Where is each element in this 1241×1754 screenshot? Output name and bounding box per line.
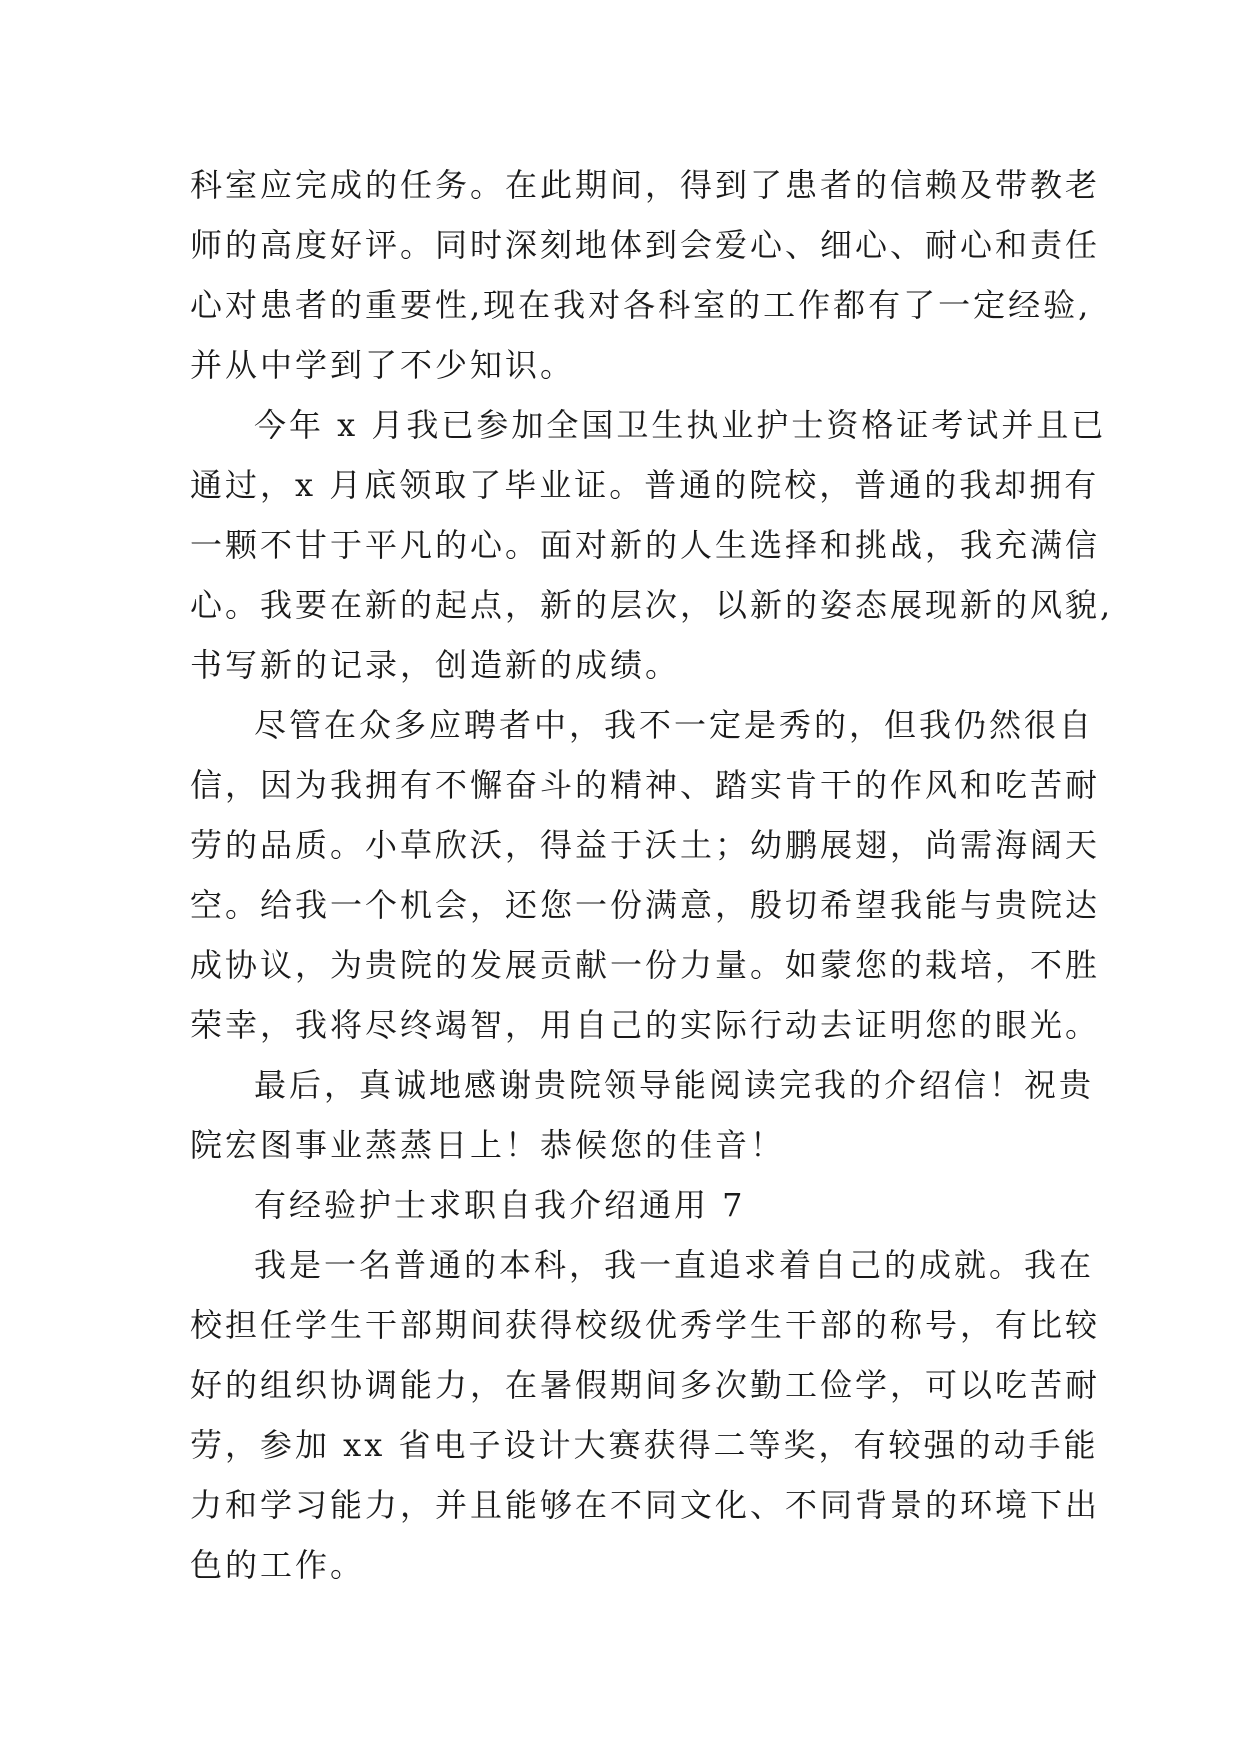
text-line: 师的高度好评。同时深刻地体到会爱心、细心、耐心和责任: [190, 226, 1101, 264]
paragraph-first-line: 今年 x 月我已参加全国卫生执业护士资格证考试并且已: [254, 406, 1107, 444]
text-line: 院宏图事业蒸蒸日上！恭候您的佳音！: [190, 1126, 786, 1164]
text-line: 通过，x 月底领取了毕业证。普通的院校，普通的我却拥有: [190, 466, 1100, 504]
text-line: 空。给我一个机会，还您一份满意，殷切希望我能与贵院达: [190, 886, 1101, 924]
text-line: 力和学习能力，并且能够在不同文化、不同背景的环境下出: [190, 1486, 1101, 1524]
section-heading: 有经验护士求职自我介绍通用 7: [254, 1186, 746, 1224]
text-line: 色的工作。: [190, 1546, 366, 1584]
text-line: 校担任学生干部期间获得校级优秀学生干部的称号，有比较: [190, 1306, 1101, 1344]
paragraph-first-line: 我是一名普通的本科，我一直追求着自己的成就。我在: [254, 1246, 1095, 1284]
text-line: 好的组织协调能力，在暑假期间多次勤工俭学，可以吃苦耐: [190, 1366, 1101, 1404]
document-body: [190, 155, 1114, 1595]
text-line: 信，因为我拥有不懈奋斗的精神、踏实肯干的作风和吃苦耐: [190, 766, 1101, 804]
text-line: 劳，参加 xx 省电子设计大赛获得二等奖，有较强的动手能: [190, 1426, 1099, 1464]
text-line: 心。我要在新的起点，新的层次，以新的姿态展现新的风貌,: [190, 586, 1114, 624]
text-line: 荣幸，我将尽终竭智，用自己的实际行动去证明您的眼光。: [190, 1006, 1101, 1044]
text-line: 心对患者的重要性,现在我对各科室的工作都有了一定经验,: [190, 286, 1092, 324]
paragraph-first-line: 最后，真诚地感谢贵院领导能阅读完我的介绍信！祝贵: [254, 1066, 1095, 1104]
paragraph-first-line: 尽管在众多应聘者中，我不一定是秀的，但我仍然很自: [254, 706, 1095, 744]
text-line: 成协议，为贵院的发展贡献一份力量。如蒙您的栽培，不胜: [190, 946, 1101, 984]
text-line: 劳的品质。小草欣沃，得益于沃土；幼鹏展翅，尚需海阔天: [190, 826, 1101, 864]
text-line: 书写新的记录，创造新的成绩。: [190, 646, 681, 684]
text-line: 并从中学到了不少知识。: [190, 346, 576, 384]
text-line: 科室应完成的任务。在此期间，得到了患者的信赖及带教老: [190, 166, 1101, 204]
text-line: 一颗不甘于平凡的心。面对新的人生选择和挑战，我充满信: [190, 526, 1101, 564]
